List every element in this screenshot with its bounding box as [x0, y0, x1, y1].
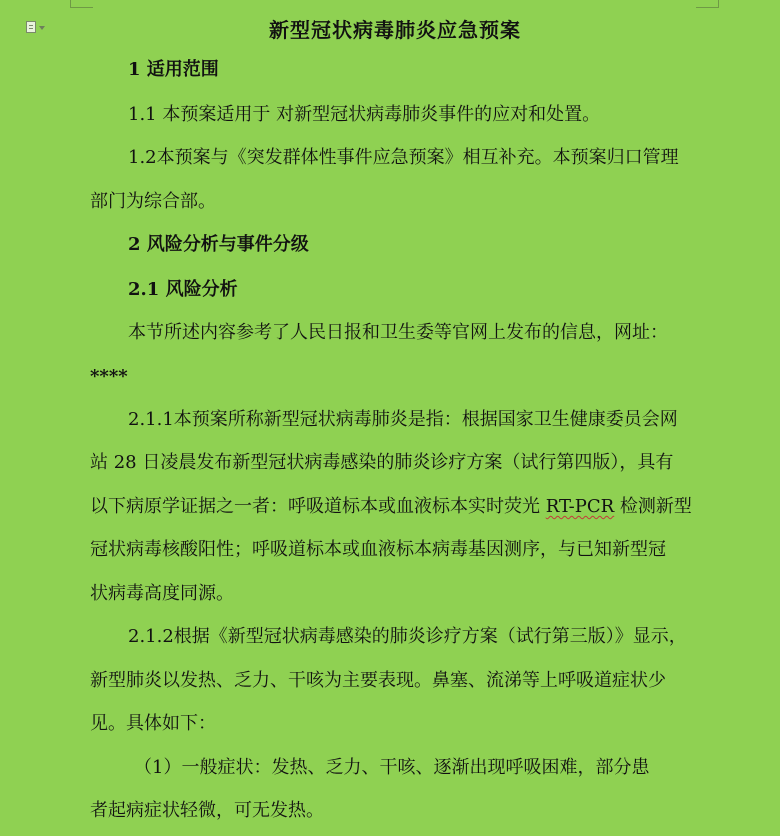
- paragraph-line: 者起病症状轻微，可无发热。: [90, 800, 324, 821]
- paragraph-line-with-term: [90, 497, 692, 517]
- paragraph-line: 以下病原学证据之一者：呼吸道标本或血液标本实时荧光: [90, 496, 546, 517]
- paragraph-line: 检测新型: [614, 496, 692, 517]
- paragraph-line: 状病毒高度同源。: [90, 583, 234, 604]
- paragraph-line: 冠状病毒核酸阳性；呼吸道标本或血液标本病毒基因测序，与已知新型冠: [90, 539, 666, 560]
- paragraph-line: 新型肺炎以发热、乏力、干咳为主要表现。鼻塞、流涕等上呼吸道症状少: [90, 670, 666, 691]
- document-page: [90, 0, 700, 836]
- paragraph-line: 见。具体如下：: [90, 713, 216, 734]
- website-placeholder: ****: [90, 366, 128, 387]
- paragraph-line: 1.1 本预案适用于 对新型冠状病毒肺炎事件的应对和处置。: [128, 104, 601, 125]
- rt-pcr-term: RT-PCR: [545, 496, 615, 517]
- document-icon: [26, 21, 36, 33]
- document-title: 新型冠状病毒肺炎应急预案: [269, 18, 521, 42]
- chevron-down-icon: [39, 26, 45, 30]
- subsection-heading: 2.1 风险分析: [128, 279, 238, 300]
- paragraph-line: 2.1.1本预案所称新型冠状病毒肺炎是指：根据国家卫生健康委员会网: [128, 409, 678, 430]
- section-heading: 2 风险分析与事件分级: [128, 234, 309, 255]
- document-navigation-icon[interactable]: [26, 20, 50, 34]
- paragraph-line: 本节所述内容参考了人民日报和卫生委等官网上发布的信息，网址：: [128, 322, 668, 343]
- paragraph-line: （1）一般症状：发热、乏力、干咳、逐渐出现呼吸困难，部分患: [134, 757, 650, 778]
- paragraph-line: 1.2本预案与《突发群体性事件应急预案》相互补充。本预案归口管理: [128, 147, 679, 168]
- paragraph-line: 部门为综合部。: [90, 191, 216, 212]
- section-heading: 1 适用范围: [128, 59, 219, 80]
- paragraph-line: 2.1.2根据《新型冠状病毒感染的肺炎诊疗方案（试行第三版）》显示，: [128, 626, 687, 647]
- paragraph-line: 站 28 日凌晨发布新型冠状病毒感染的肺炎诊疗方案（试行第四版），具有: [90, 452, 674, 473]
